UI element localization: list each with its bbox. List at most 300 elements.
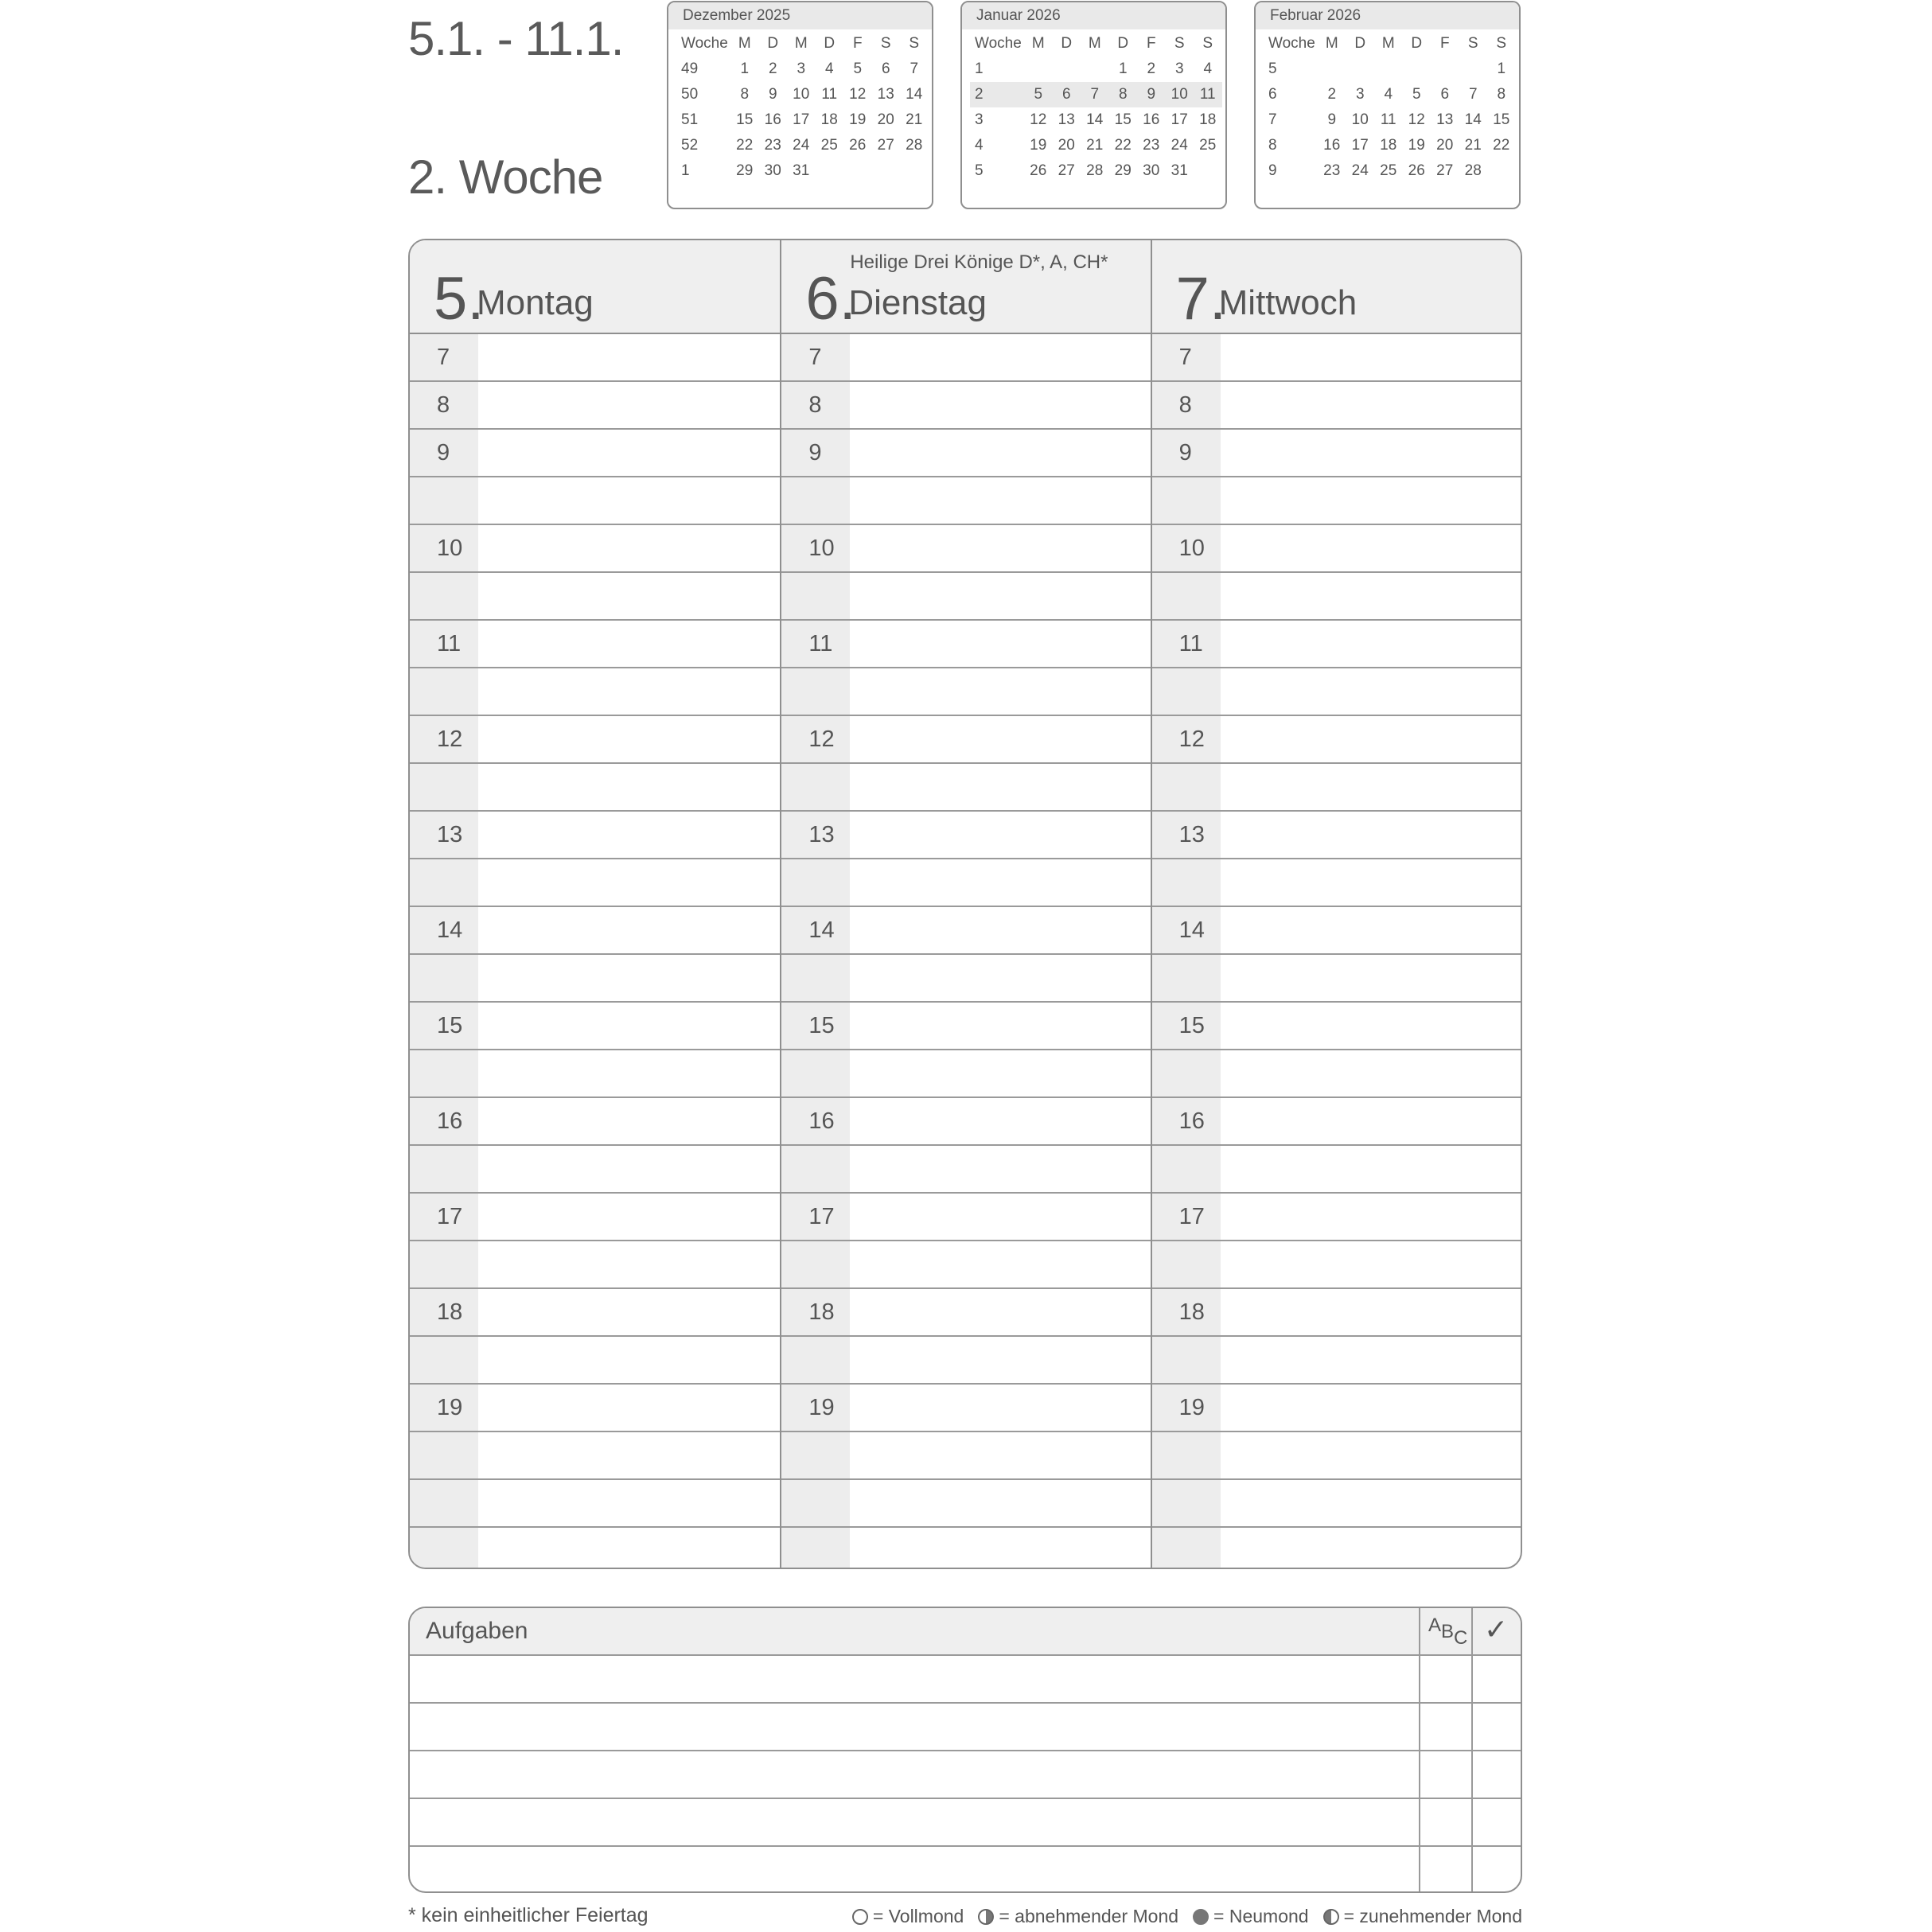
calendar-day: 6 xyxy=(881,60,890,77)
time-slot[interactable] xyxy=(410,764,780,812)
time-slot[interactable] xyxy=(1152,1432,1521,1480)
task-text-cell[interactable] xyxy=(410,1656,1419,1702)
time-slot[interactable] xyxy=(781,477,1150,525)
time-slot[interactable] xyxy=(410,716,780,764)
hour-label xyxy=(781,1050,850,1096)
slot-entry-area[interactable] xyxy=(478,1480,780,1526)
calendar-day: 14 xyxy=(1086,111,1104,128)
slot-entry-area[interactable] xyxy=(1221,1050,1521,1096)
mini-calendar-row xyxy=(970,31,1222,56)
hour-label: 18 xyxy=(781,1289,850,1335)
time-slot[interactable] xyxy=(1152,668,1521,716)
hour-label xyxy=(410,1528,478,1569)
time-slot[interactable] xyxy=(1152,525,1521,573)
hour-label: 7 xyxy=(410,334,478,380)
calendar-day: 1 xyxy=(1118,60,1128,77)
slot-entry-area[interactable] xyxy=(478,621,780,667)
slot-entry-area[interactable] xyxy=(850,1385,1150,1431)
time-slot[interactable] xyxy=(781,859,1150,907)
tasks-box xyxy=(408,1607,1522,1893)
week-number: 52 xyxy=(681,137,699,154)
hour-label xyxy=(410,573,478,619)
moon-legend xyxy=(852,1906,1522,1927)
waning-moon-icon xyxy=(978,1909,994,1925)
calendar-day: S xyxy=(1202,35,1213,52)
calendar-day: D xyxy=(824,35,836,52)
day-name: Montag xyxy=(477,283,594,322)
day-header xyxy=(410,240,780,334)
slot-entry-area[interactable] xyxy=(850,1050,1150,1096)
hour-label: 7 xyxy=(781,334,850,380)
task-text-cell[interactable] xyxy=(410,1751,1419,1798)
week-number: 49 xyxy=(681,60,699,77)
slot-entry-area[interactable] xyxy=(1221,477,1521,524)
slot-entry-area[interactable] xyxy=(478,668,780,715)
calendar-day: 14 xyxy=(906,86,923,103)
calendar-day: 14 xyxy=(1464,111,1482,128)
hour-label xyxy=(1152,1050,1221,1096)
time-slot[interactable] xyxy=(1152,1385,1521,1432)
task-done-cell[interactable] xyxy=(1471,1751,1521,1798)
slot-entry-area[interactable] xyxy=(478,1146,780,1192)
legend-item xyxy=(978,1906,1178,1927)
calendar-day: F xyxy=(1439,35,1450,52)
calendar-day: S xyxy=(880,35,891,52)
hour-label xyxy=(781,764,850,810)
slot-entry-area[interactable] xyxy=(1221,573,1521,619)
time-slot[interactable] xyxy=(781,430,1150,477)
time-slot[interactable] xyxy=(781,668,1150,716)
hour-label xyxy=(781,955,850,1001)
task-row[interactable] xyxy=(410,1704,1521,1751)
slot-entry-area[interactable] xyxy=(850,1241,1150,1287)
slot-entry-area[interactable] xyxy=(1221,955,1521,1001)
time-slot[interactable] xyxy=(781,1432,1150,1480)
time-slot[interactable] xyxy=(1152,1337,1521,1385)
time-slot[interactable] xyxy=(1152,812,1521,859)
slot-entry-area[interactable] xyxy=(850,907,1150,953)
slot-entry-area[interactable] xyxy=(850,1432,1150,1478)
hour-label xyxy=(1152,1528,1221,1569)
slot-entry-area[interactable] xyxy=(1221,1289,1521,1335)
calendar-day: 10 xyxy=(793,86,810,103)
legend-label: = abnehmender Mond xyxy=(999,1906,1179,1926)
task-row[interactable] xyxy=(410,1847,1521,1893)
slot-entry-area[interactable] xyxy=(850,573,1150,619)
calendar-day: 12 xyxy=(1030,111,1047,128)
hour-label xyxy=(1152,668,1221,715)
slot-entry-area[interactable] xyxy=(478,1289,780,1335)
task-priority-cell[interactable] xyxy=(1419,1847,1471,1893)
calendar-day: M xyxy=(794,35,808,52)
hour-label xyxy=(781,1337,850,1383)
time-slot[interactable] xyxy=(410,1528,780,1569)
hour-label xyxy=(1152,573,1221,619)
slot-entry-area[interactable] xyxy=(850,525,1150,571)
time-slot[interactable] xyxy=(410,1098,780,1146)
slot-entry-area[interactable] xyxy=(850,955,1150,1001)
slot-entry-area[interactable] xyxy=(1221,716,1521,762)
calendar-day: 7 xyxy=(1081,82,1109,107)
task-text-cell[interactable] xyxy=(410,1704,1419,1750)
mini-calendar-row xyxy=(970,107,1222,133)
hour-label: 9 xyxy=(410,430,478,476)
time-slot[interactable] xyxy=(781,525,1150,573)
time-slot[interactable] xyxy=(410,907,780,955)
time-slot[interactable] xyxy=(1152,716,1521,764)
time-slot[interactable] xyxy=(1152,1050,1521,1098)
time-slot[interactable] xyxy=(781,1528,1150,1569)
time-slot[interactable] xyxy=(781,812,1150,859)
time-slot[interactable] xyxy=(1152,430,1521,477)
hour-label: 16 xyxy=(781,1098,850,1144)
slot-entry-area[interactable] xyxy=(850,1337,1150,1383)
task-done-cell[interactable] xyxy=(1471,1847,1521,1893)
task-done-cell[interactable] xyxy=(1471,1656,1521,1702)
task-done-cell[interactable] xyxy=(1471,1799,1521,1845)
week-number: 1 xyxy=(975,60,984,77)
hour-label: 13 xyxy=(781,812,850,858)
time-slot[interactable] xyxy=(781,1003,1150,1050)
day-number: 7. xyxy=(1175,265,1227,333)
slot-entry-area[interactable] xyxy=(850,1003,1150,1049)
slot-entry-area[interactable] xyxy=(478,1241,780,1287)
calendar-day: 27 xyxy=(1436,162,1454,179)
time-slot[interactable] xyxy=(410,1337,780,1385)
slot-entry-area[interactable] xyxy=(478,1050,780,1096)
day-planner xyxy=(408,239,1522,1569)
slot-entry-area[interactable] xyxy=(1221,334,1521,380)
calendar-day: S xyxy=(909,35,920,52)
slot-entry-area[interactable] xyxy=(1221,764,1521,810)
time-slot[interactable] xyxy=(1152,1146,1521,1194)
time-slot[interactable] xyxy=(781,621,1150,668)
week-number: 8 xyxy=(1268,137,1277,154)
time-slot[interactable] xyxy=(410,1146,780,1194)
task-text-cell[interactable] xyxy=(410,1847,1419,1893)
hour-label: 17 xyxy=(781,1194,850,1240)
time-slot[interactable] xyxy=(1152,382,1521,430)
slot-entry-area[interactable] xyxy=(850,764,1150,810)
time-slot[interactable] xyxy=(781,382,1150,430)
slot-entry-area[interactable] xyxy=(850,430,1150,476)
slot-entry-area[interactable] xyxy=(1221,1480,1521,1526)
time-slot[interactable] xyxy=(410,1432,780,1480)
task-row[interactable] xyxy=(410,1656,1521,1704)
time-slot[interactable] xyxy=(410,1289,780,1337)
calendar-day: M xyxy=(1381,35,1395,52)
time-slot[interactable] xyxy=(781,1146,1150,1194)
slot-entry-area[interactable] xyxy=(850,1289,1150,1335)
time-slot[interactable] xyxy=(410,525,780,573)
calendar-day: 18 xyxy=(820,111,838,128)
slot-entry-area[interactable] xyxy=(478,1003,780,1049)
time-slot[interactable] xyxy=(1152,573,1521,621)
slot-entry-area[interactable] xyxy=(1221,1098,1521,1144)
slot-entry-area[interactable] xyxy=(1221,1432,1521,1478)
slot-entry-area[interactable] xyxy=(850,1528,1150,1569)
slot-entry-area[interactable] xyxy=(1221,1337,1521,1383)
calendar-day: 5 xyxy=(1024,82,1053,107)
hour-label xyxy=(781,573,850,619)
mini-calendar-row xyxy=(1264,31,1516,56)
time-slot[interactable] xyxy=(1152,1194,1521,1241)
hour-label: 15 xyxy=(410,1003,478,1049)
slot-entry-area[interactable] xyxy=(478,573,780,619)
calendar-day xyxy=(1403,56,1431,82)
slot-entry-area[interactable] xyxy=(478,764,780,810)
time-slot[interactable] xyxy=(1152,621,1521,668)
time-slot[interactable] xyxy=(1152,1098,1521,1146)
slot-entry-area[interactable] xyxy=(1221,1003,1521,1049)
time-slot[interactable] xyxy=(781,764,1150,812)
slot-entry-area[interactable] xyxy=(850,1194,1150,1240)
calendar-day: 4 xyxy=(1384,86,1393,103)
slot-entry-area[interactable] xyxy=(478,1194,780,1240)
calendar-day: 9 xyxy=(1327,111,1337,128)
hour-label: 14 xyxy=(781,907,850,953)
week-number: 50 xyxy=(681,86,699,103)
calendar-day: 8 xyxy=(740,86,750,103)
time-slot[interactable] xyxy=(781,955,1150,1003)
hour-label xyxy=(410,668,478,715)
day-column-tuesday xyxy=(780,240,1150,1568)
mini-calendar-row xyxy=(1264,82,1516,107)
task-priority-cell[interactable] xyxy=(1419,1656,1471,1702)
calendar-day: 28 xyxy=(1464,162,1482,179)
slot-entry-area[interactable] xyxy=(850,716,1150,762)
slot-entry-area[interactable] xyxy=(1221,1385,1521,1431)
calendar-day: 19 xyxy=(849,111,867,128)
mini-calendar-title: Januar 2026 xyxy=(962,2,1225,29)
slot-entry-area[interactable] xyxy=(850,1480,1150,1526)
task-row[interactable] xyxy=(410,1751,1521,1799)
task-priority-cell[interactable] xyxy=(1419,1751,1471,1798)
slot-entry-area[interactable] xyxy=(1221,1146,1521,1192)
slot-entry-area[interactable] xyxy=(850,859,1150,906)
hour-label: 17 xyxy=(410,1194,478,1240)
slot-entry-area[interactable] xyxy=(850,382,1150,428)
priority-column-header xyxy=(1419,1608,1471,1654)
hour-label xyxy=(410,1432,478,1478)
hour-label xyxy=(1152,764,1221,810)
time-slot[interactable] xyxy=(1152,1528,1521,1569)
slot-entry-area[interactable] xyxy=(850,668,1150,715)
time-slot[interactable] xyxy=(1152,334,1521,382)
slot-entry-area[interactable] xyxy=(850,1146,1150,1192)
calendar-day: 24 xyxy=(1351,162,1369,179)
slot-entry-area[interactable] xyxy=(478,1528,780,1569)
slot-entry-area[interactable] xyxy=(478,955,780,1001)
calendar-day: 13 xyxy=(877,86,894,103)
time-slot[interactable] xyxy=(410,573,780,621)
time-slot[interactable] xyxy=(410,1194,780,1241)
calendar-day: D xyxy=(1061,35,1073,52)
slot-entry-area[interactable] xyxy=(478,382,780,428)
time-slot[interactable] xyxy=(410,1480,780,1528)
calendar-day: 29 xyxy=(736,162,754,179)
time-slot[interactable] xyxy=(781,1098,1150,1146)
slot-entry-area[interactable] xyxy=(1221,1528,1521,1569)
slot-entry-area[interactable] xyxy=(478,334,780,380)
time-slot[interactable] xyxy=(1152,764,1521,812)
new-moon-icon xyxy=(1193,1909,1209,1925)
hour-label xyxy=(781,1528,850,1569)
calendar-day: 26 xyxy=(849,137,867,154)
time-slot[interactable] xyxy=(1152,1289,1521,1337)
slot-entry-area[interactable] xyxy=(478,859,780,906)
time-slot[interactable] xyxy=(410,382,780,430)
calendar-day: 25 xyxy=(820,137,838,154)
time-slot[interactable] xyxy=(410,955,780,1003)
time-slot[interactable] xyxy=(781,1050,1150,1098)
slot-entry-area[interactable] xyxy=(1221,382,1521,428)
hour-label: 19 xyxy=(410,1385,478,1431)
slot-entry-area[interactable] xyxy=(1221,859,1521,906)
task-priority-cell[interactable] xyxy=(1419,1704,1471,1750)
hour-label: 16 xyxy=(1152,1098,1221,1144)
slot-entry-area[interactable] xyxy=(1221,430,1521,476)
calendar-day: 15 xyxy=(1493,111,1510,128)
time-slot[interactable] xyxy=(410,668,780,716)
hour-label: 12 xyxy=(410,716,478,762)
calendar-day: 31 xyxy=(1170,162,1188,179)
calendar-day: D xyxy=(1354,35,1366,52)
hour-label xyxy=(410,1241,478,1287)
slot-entry-area[interactable] xyxy=(1221,621,1521,667)
time-slot[interactable] xyxy=(1152,1480,1521,1528)
calendar-day: 30 xyxy=(764,162,781,179)
calendar-day: 10 xyxy=(1166,82,1194,107)
time-slot[interactable] xyxy=(781,1337,1150,1385)
time-slot[interactable] xyxy=(1152,907,1521,955)
hour-label: 15 xyxy=(1152,1003,1221,1049)
time-slot[interactable] xyxy=(781,1480,1150,1528)
task-priority-cell[interactable] xyxy=(1419,1799,1471,1845)
slot-entry-area[interactable] xyxy=(1221,525,1521,571)
hour-label xyxy=(1152,1432,1221,1478)
time-slot[interactable] xyxy=(1152,955,1521,1003)
time-slot[interactable] xyxy=(410,334,780,382)
slot-entry-area[interactable] xyxy=(850,334,1150,380)
slot-entry-area[interactable] xyxy=(478,1337,780,1383)
hour-label xyxy=(1152,1337,1221,1383)
time-slots xyxy=(1152,334,1521,1569)
hour-label xyxy=(410,1480,478,1526)
week-number: 4 xyxy=(975,137,984,154)
time-slot[interactable] xyxy=(410,812,780,859)
hour-label xyxy=(1152,477,1221,524)
slot-entry-area[interactable] xyxy=(1221,907,1521,953)
slot-entry-area[interactable] xyxy=(850,1098,1150,1144)
slot-entry-area[interactable] xyxy=(478,477,780,524)
time-slot[interactable] xyxy=(781,334,1150,382)
hour-label: 17 xyxy=(1152,1194,1221,1240)
time-slot[interactable] xyxy=(410,430,780,477)
time-slots xyxy=(781,334,1150,1569)
time-slot[interactable] xyxy=(410,1003,780,1050)
tasks-title: Aufgaben xyxy=(426,1618,528,1644)
hour-label: 9 xyxy=(1152,430,1221,476)
hour-label: 14 xyxy=(410,907,478,953)
slot-entry-area[interactable] xyxy=(478,1432,780,1478)
hour-label: 10 xyxy=(410,525,478,571)
task-text-cell[interactable] xyxy=(410,1799,1419,1845)
time-slot[interactable] xyxy=(1152,1003,1521,1050)
slot-entry-area[interactable] xyxy=(1221,668,1521,715)
calendar-day: 13 xyxy=(1058,111,1075,128)
time-slot[interactable] xyxy=(781,1289,1150,1337)
calendar-day: S xyxy=(1174,35,1185,52)
calendar-day: 10 xyxy=(1351,111,1369,128)
time-slot[interactable] xyxy=(1152,1241,1521,1289)
hour-label: 8 xyxy=(410,382,478,428)
hour-label xyxy=(1152,859,1221,906)
slot-entry-area[interactable] xyxy=(1221,1241,1521,1287)
time-slot[interactable] xyxy=(410,859,780,907)
week-number: 9 xyxy=(1268,162,1277,179)
slot-entry-area[interactable] xyxy=(478,907,780,953)
calendar-day xyxy=(1431,56,1459,82)
task-row[interactable] xyxy=(410,1799,1521,1847)
calendar-day xyxy=(1346,56,1375,82)
time-slot[interactable] xyxy=(781,716,1150,764)
time-slot[interactable] xyxy=(1152,477,1521,525)
slot-entry-area[interactable] xyxy=(478,1098,780,1144)
slot-entry-area[interactable] xyxy=(850,621,1150,667)
hour-label xyxy=(410,477,478,524)
hour-label: 8 xyxy=(1152,382,1221,428)
slot-entry-area[interactable] xyxy=(478,430,780,476)
week-number: 7 xyxy=(1268,111,1277,128)
time-slot[interactable] xyxy=(781,907,1150,955)
slot-entry-area[interactable] xyxy=(850,812,1150,858)
time-slot[interactable] xyxy=(410,477,780,525)
mini-calendar-table xyxy=(970,31,1222,184)
slot-entry-area[interactable] xyxy=(478,525,780,571)
calendar-day xyxy=(872,158,901,184)
slot-entry-area[interactable] xyxy=(478,812,780,858)
time-slot[interactable] xyxy=(1152,859,1521,907)
week-number: 5 xyxy=(975,162,984,179)
slot-entry-area[interactable] xyxy=(1221,1194,1521,1240)
week-number: 1 xyxy=(681,162,690,179)
calendar-day: F xyxy=(852,35,863,52)
slot-entry-area[interactable] xyxy=(1221,812,1521,858)
time-slots xyxy=(410,334,780,1569)
day-header xyxy=(1152,240,1521,334)
time-slot[interactable] xyxy=(410,1385,780,1432)
mini-calendar-table xyxy=(1264,31,1516,184)
week-number: 51 xyxy=(681,111,699,128)
time-slot[interactable] xyxy=(781,1241,1150,1289)
slot-entry-area[interactable] xyxy=(478,716,780,762)
time-slot[interactable] xyxy=(410,1050,780,1098)
time-slot[interactable] xyxy=(410,1241,780,1289)
time-slot[interactable] xyxy=(410,621,780,668)
time-slot[interactable] xyxy=(781,1194,1150,1241)
time-slot[interactable] xyxy=(781,1385,1150,1432)
calendar-day: 26 xyxy=(1408,162,1425,179)
task-done-cell[interactable] xyxy=(1471,1704,1521,1750)
mini-calendar-row xyxy=(970,56,1222,82)
time-slot[interactable] xyxy=(781,573,1150,621)
hour-label: 13 xyxy=(410,812,478,858)
week-number: 2 xyxy=(970,82,1024,107)
calendar-day: 15 xyxy=(736,111,754,128)
slot-entry-area[interactable] xyxy=(850,477,1150,524)
slot-entry-area[interactable] xyxy=(478,1385,780,1431)
